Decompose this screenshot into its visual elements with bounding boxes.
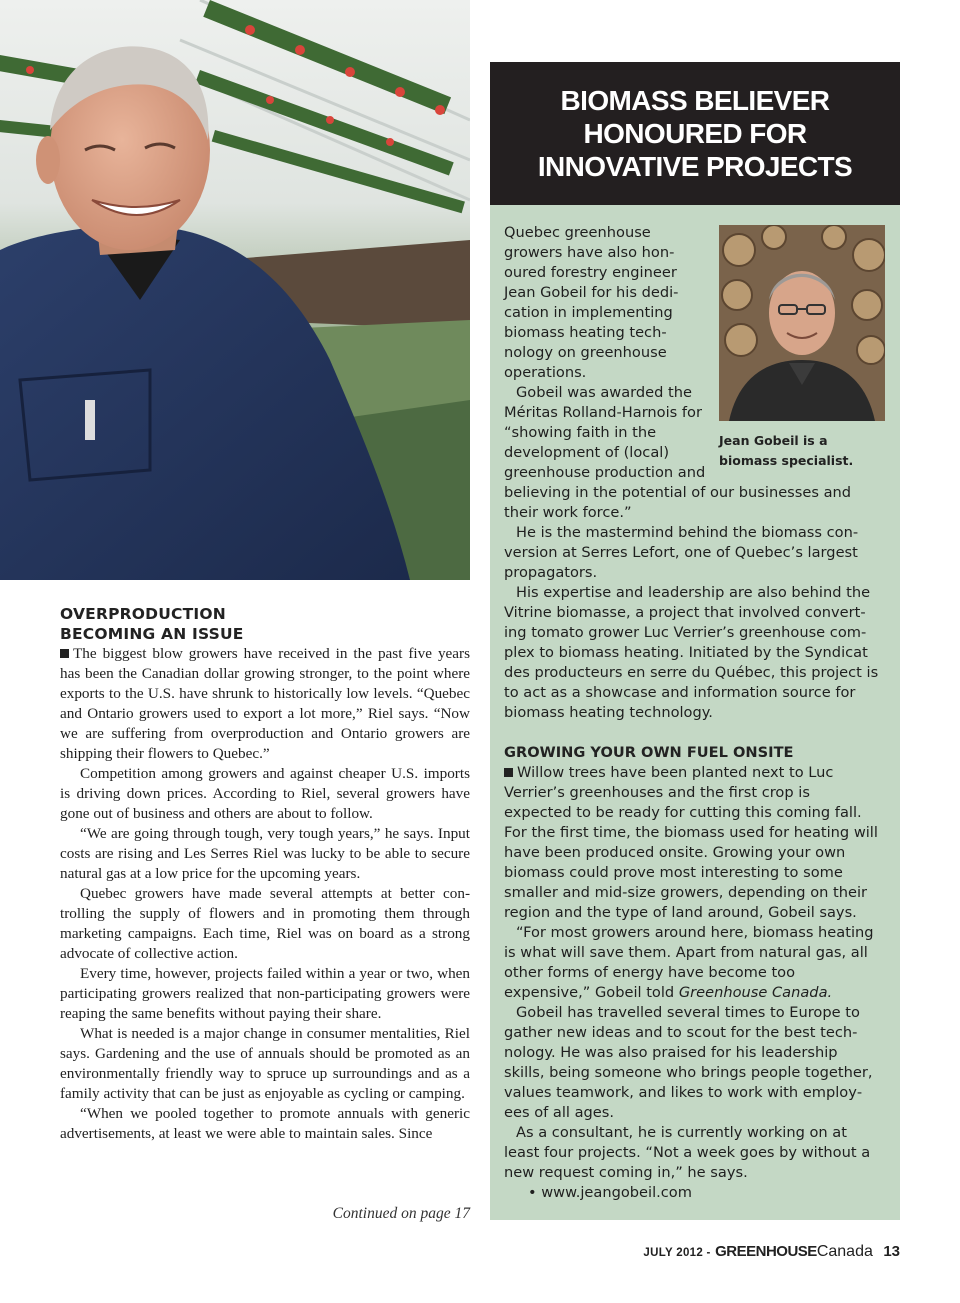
sidebar-paragraph: He is the mastermind behind the biomass conversion at Serres Lefort, one of Quebec’s largest propagators. bbox=[504, 524, 859, 581]
grower-portrait-image bbox=[0, 0, 470, 580]
sidebar-headline-line-3: INNOVATIVE PROJECTS bbox=[537, 151, 853, 182]
sidebar-paragraph: Quebec greenhouse growers have also honoured forestry engineer Jean Gobeil for his dedication in implementing biomass heating technology on greenhouse operations. bbox=[504, 224, 679, 381]
sidebar-paragraph: Willow trees have been planted next to Luc Verrier’s greenhouses and the first crop is expected to be ready for cutting this coming fall. For the first time, the biomass used for heating will have been produced onsite. Growing your own biomass could prove most interesting to some smaller and mid-size growers, depending on their region and the type of land around, Gobeil says. bbox=[504, 764, 878, 921]
article-paragraph: Competition among growers and against cheaper U.S. imports is driving down prices. According to Riel, several growers have gone out of business and others are about to follow. bbox=[60, 765, 470, 822]
sidebar-box bbox=[490, 205, 900, 1220]
issue-date: JULY 2012 - bbox=[643, 1247, 711, 1259]
sidebar-paragraph: As a consultant, he is currently working on at least four projects. “Not a week goes by without a new request coming in,” he says. bbox=[504, 1124, 871, 1181]
sidebar-header bbox=[490, 62, 900, 205]
article-paragraph: Every time, however, projects failed within a year or two, when participating growers realized that non-participating growers were reaping the same benefits without paying their share. bbox=[60, 965, 470, 1022]
article-paragraph: What is needed is a major change in consumer mentalities, Riel says. Gardening and the use of annuals should be promoted as an environmentally friendly way to spruce up surroundings and as a family activity that can be just as enjoyable as cycling or camping. bbox=[60, 1025, 470, 1102]
article-paragraph: Quebec growers have made several attempts at better controlling the supply of flowers and in promoting them through marketing campaigns. Each time, Riel was on board as a strong advocate of collective action. bbox=[60, 885, 470, 962]
main-photo bbox=[0, 0, 470, 580]
sidebar-headline-line-1: BIOMASS BELIEVER bbox=[560, 85, 830, 116]
photo-caption: Jean Gobeil is a biomass specialist. bbox=[719, 433, 854, 468]
sidebar-text bbox=[504, 223, 882, 1203]
website-link[interactable]: • www.jeangobeil.com bbox=[528, 1184, 692, 1201]
article-paragraph: “We are going through tough, very tough years,” he says. Input costs are rising and Les Serres Riel was lucky to be able to secure natural gas at a low price for the upcoming years. bbox=[60, 825, 470, 882]
article-subhead bbox=[60, 604, 470, 644]
square-bullet-icon bbox=[60, 649, 69, 658]
article-paragraph: “When we pooled together to promote annuals with generic advertisements, at least we were able to maintain sales. Since bbox=[60, 1105, 470, 1142]
page-footer bbox=[560, 1243, 900, 1265]
magazine-name-part-1: GREENHOUSE bbox=[715, 1243, 817, 1260]
magazine-name-part-2: Canada bbox=[816, 1243, 873, 1260]
article-paragraph: The biggest blow growers have received in the past five years has been the Canadian dollar growing stronger, to the point where exports to the U.S. have shrunk to historically low levels. “Quebec and Ontario growers used to export a lot more,” Riel says. “Now we are suffering from overproduction and Ontario growers are shipping their flowers to Quebec.” bbox=[60, 645, 470, 762]
article-subhead-line-1: OVERPRODUCTION bbox=[60, 605, 226, 623]
jean-gobeil-photo bbox=[719, 225, 885, 421]
sidebar-subhead: GROWING YOUR OWN FUEL ONSITE bbox=[504, 744, 794, 761]
article-subhead-line-2: BECOMING AN ISSUE bbox=[60, 625, 244, 643]
sidebar-quote-paragraph: “For most growers around here, biomass heating is what will save them. Apart from natural gas, all other forms of energy have become too expensive,” Gobeil told Greenhouse Canada. bbox=[504, 924, 874, 1001]
sidebar-paragraph: His expertise and leadership are also behind the Vitrine biomasse, a project that involved converting tomato grower Luc Verrier’s greenhouse complex to biomass heating. Initiated by the Syndicat des producteurs en serre du Québec, this project is to act as a showcase and information source for biomass heating technology. bbox=[504, 584, 879, 721]
article-column bbox=[60, 604, 470, 1144]
page-number: 13 bbox=[883, 1243, 900, 1260]
sidebar-paragraph: Gobeil was awarded the Méritas Rolland-Harnois for “showing faith in the development of (local) greenhouse production and believing in the potential of our businesses and their work force.” bbox=[504, 384, 852, 521]
jean-gobeil-portrait-image bbox=[719, 225, 885, 421]
sidebar-figure bbox=[719, 225, 885, 471]
publication-name: Greenhouse Canada. bbox=[678, 984, 833, 1001]
continued-on-page-link[interactable]: Continued on page 17 bbox=[332, 1205, 470, 1222]
square-bullet-icon bbox=[504, 768, 513, 777]
sidebar-paragraph: Gobeil has travelled several times to Europe to gather new ideas and to scout for the best technology. He was also praised for his leadership skills, being someone who brings people together, values teamwork, and likes to work with employees of all ages. bbox=[504, 1004, 873, 1121]
sidebar-headline-line-2: HONOURED FOR bbox=[583, 118, 807, 149]
